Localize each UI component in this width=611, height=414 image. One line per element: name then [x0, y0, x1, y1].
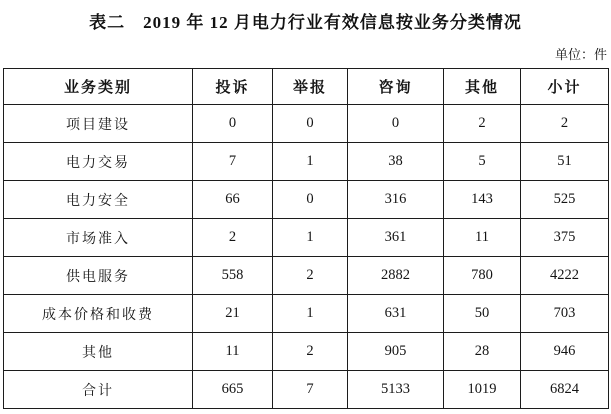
table-row: [4, 181, 609, 219]
table-header: [4, 69, 609, 105]
table-row: [4, 371, 609, 409]
value-cell: 2: [273, 333, 348, 371]
category-cell: 项目建设: [4, 105, 193, 143]
value-cell: 4222: [521, 257, 609, 295]
value-cell: 1019: [444, 371, 521, 409]
value-cell: 7: [273, 371, 348, 409]
value-cell: 665: [193, 371, 273, 409]
value-cell: 0: [348, 105, 444, 143]
column-header-0: 业务类别: [4, 69, 193, 105]
value-cell: 2: [273, 257, 348, 295]
column-header-3: 咨询: [348, 69, 444, 105]
table-row: [4, 219, 609, 257]
unit-label: 单位：件: [554, 47, 607, 62]
table-body: [4, 105, 609, 409]
category-cell: 供电服务: [4, 257, 193, 295]
value-cell: 703: [521, 295, 609, 333]
value-cell: 0: [193, 105, 273, 143]
value-cell: 946: [521, 333, 609, 371]
table-row: [4, 143, 609, 181]
value-cell: 38: [348, 143, 444, 181]
column-header-1: 投诉: [193, 69, 273, 105]
table-title: 表二 2019 年 12 月电力行业有效信息按业务分类情况: [89, 13, 522, 32]
value-cell: 316: [348, 181, 444, 219]
value-cell: 50: [444, 295, 521, 333]
value-cell: 0: [273, 181, 348, 219]
column-header-2: 举报: [273, 69, 348, 105]
column-header-4: 其他: [444, 69, 521, 105]
value-cell: 66: [193, 181, 273, 219]
column-header-5: 小计: [521, 69, 609, 105]
value-cell: 1: [273, 143, 348, 181]
category-cell: 市场准入: [4, 219, 193, 257]
category-cell: 其他: [4, 333, 193, 371]
header-row: [4, 69, 609, 105]
category-cell: 合计: [4, 371, 193, 409]
value-cell: 2: [193, 219, 273, 257]
table-row: [4, 333, 609, 371]
value-cell: 51: [521, 143, 609, 181]
value-cell: 6824: [521, 371, 609, 409]
value-cell: 21: [193, 295, 273, 333]
value-cell: 905: [348, 333, 444, 371]
value-cell: 2: [444, 105, 521, 143]
value-cell: 11: [193, 333, 273, 371]
value-cell: 1: [273, 219, 348, 257]
category-cell: 电力交易: [4, 143, 193, 181]
value-cell: 5133: [348, 371, 444, 409]
value-cell: 361: [348, 219, 444, 257]
value-cell: 375: [521, 219, 609, 257]
value-cell: 5: [444, 143, 521, 181]
category-cell: 成本价格和收费: [4, 295, 193, 333]
value-cell: 525: [521, 181, 609, 219]
value-cell: 143: [444, 181, 521, 219]
table-row: [4, 257, 609, 295]
value-cell: 2: [521, 105, 609, 143]
category-cell: 电力安全: [4, 181, 193, 219]
value-cell: 558: [193, 257, 273, 295]
value-cell: 28: [444, 333, 521, 371]
value-cell: 7: [193, 143, 273, 181]
value-cell: 2882: [348, 257, 444, 295]
value-cell: 11: [444, 219, 521, 257]
value-cell: 1: [273, 295, 348, 333]
table-row: [4, 295, 609, 333]
value-cell: 780: [444, 257, 521, 295]
classification-table: [3, 68, 609, 409]
table-row: [4, 105, 609, 143]
value-cell: 0: [273, 105, 348, 143]
value-cell: 631: [348, 295, 444, 333]
